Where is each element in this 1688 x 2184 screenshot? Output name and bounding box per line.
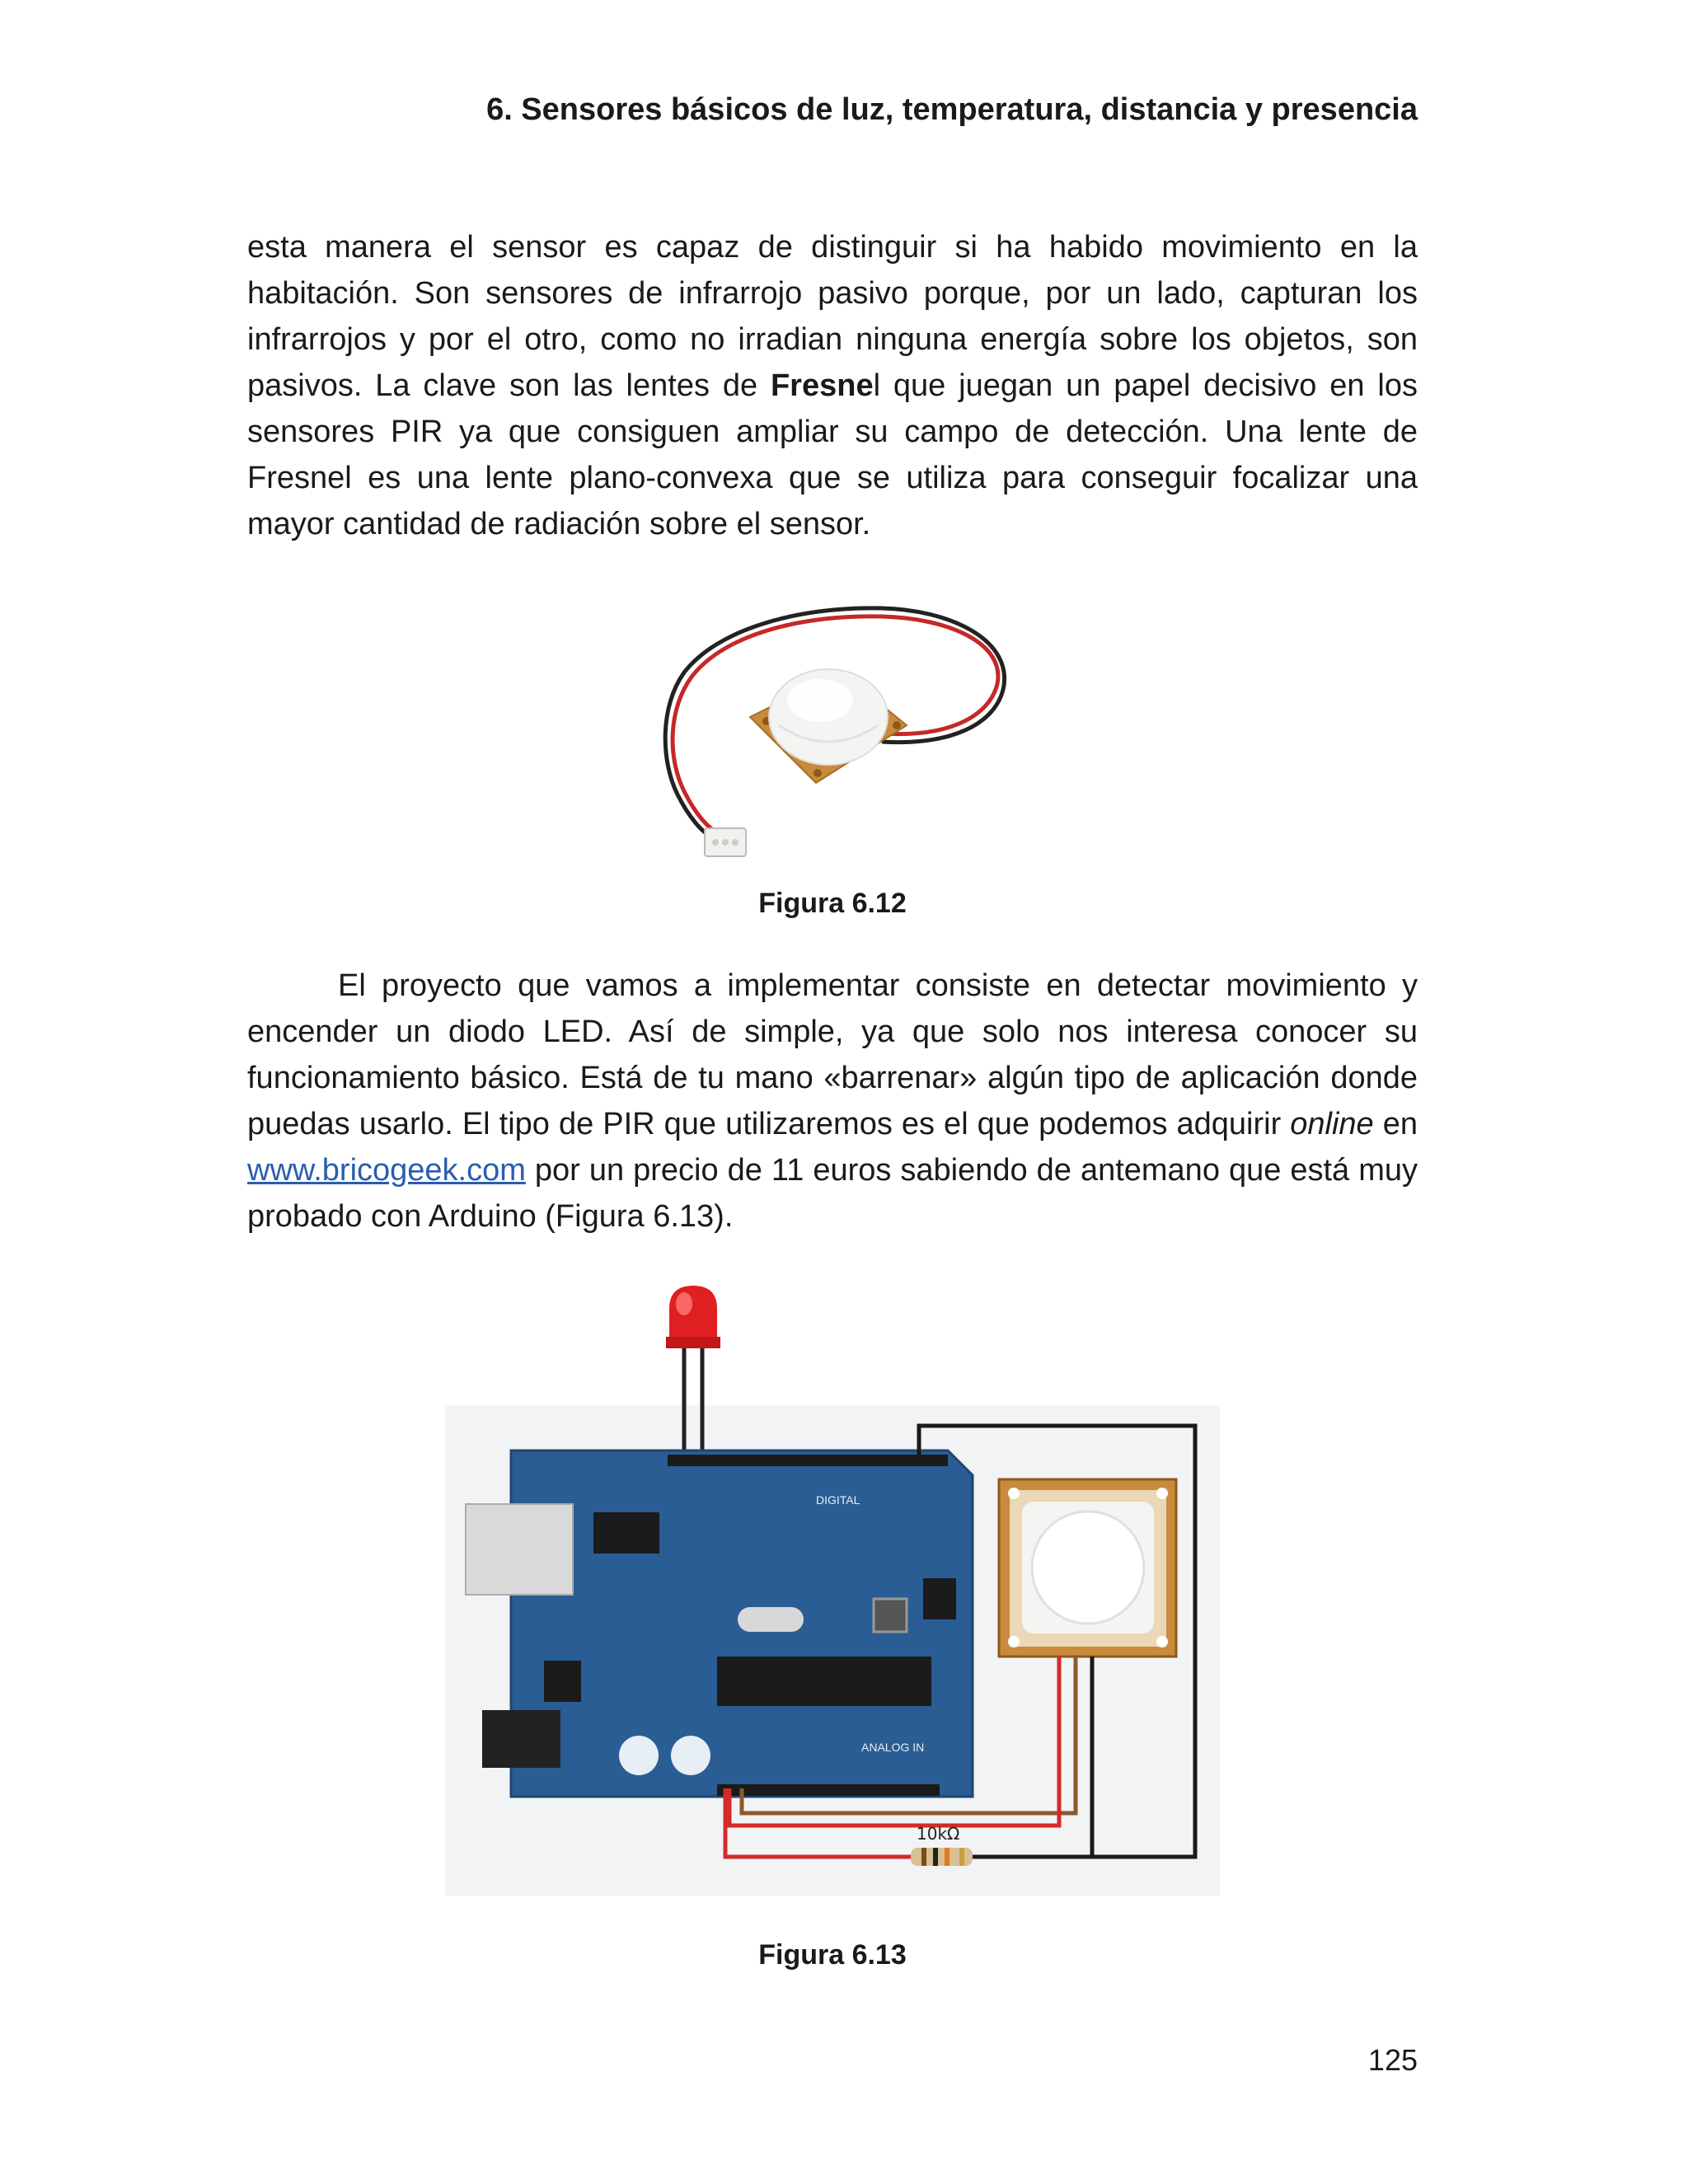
paragraph-1-text-a: esta manera el sensor es capaz de distinguir si ha habido movimiento en la habitación. Son sensores de infrarrojo pasivo porque, por un lado, capturan los infrarrojos y por el otro, como no irradian ninguna energía sobre los objetos, son pasivos. La clave son las lentes de bbox=[247, 230, 1418, 403]
bricogeek-link[interactable]: www.bricogeek.com bbox=[247, 1153, 526, 1188]
pir-sensor-photo bbox=[635, 593, 1022, 865]
figure-caption-1: Figura 6.12 bbox=[758, 888, 907, 919]
paragraph-1-bold: Fresne bbox=[770, 368, 874, 403]
running-head: 6. Sensores básicos de luz, temperatura, distancia y presencia bbox=[486, 92, 1418, 127]
figure-caption-2: Figura 6.13 bbox=[758, 1939, 907, 1971]
paragraph-2-text-c: por un precio de 11 euros sabiendo de antemano que está muy probado con Arduino (Figura 6.13). bbox=[247, 1153, 1418, 1234]
circuit-diagram bbox=[445, 1286, 1220, 1896]
paragraph-1 bbox=[247, 224, 1418, 547]
board-analog-label: ANALOG IN bbox=[861, 1741, 925, 1754]
pir-module bbox=[999, 1479, 1176, 1657]
paragraph-2-italic: online bbox=[1290, 1107, 1374, 1141]
paragraph-1-text-b: l que juegan un papel decisivo en los sensores PIR ya que consiguen ampliar su campo de detección. Una lente de Fresnel es una lente plano-convexa que se utiliza para conseguir focalizar una mayor cantidad de radiación sobre el sensor. bbox=[247, 368, 1418, 541]
paragraph-2-text-a: El proyecto que vamos a implementar consiste en detectar movimiento y encender un diodo LED. Así de simple, ya que solo nos interesa conocer su funcionamiento básico. Está de tu mano «barrenar» algún tipo de aplicación donde puedas usarlo. El tipo de PIR que utilizaremos es el que podemos adquirir bbox=[247, 968, 1418, 1141]
paragraph-2-text-b: en bbox=[1373, 1107, 1418, 1141]
paragraph-2 bbox=[247, 963, 1418, 1240]
resistor-label: 10kΩ bbox=[917, 1824, 960, 1844]
page-number: 125 bbox=[1367, 2043, 1418, 2077]
arduino-board bbox=[466, 1451, 973, 1797]
board-digital-label: DIGITAL bbox=[816, 1493, 860, 1507]
